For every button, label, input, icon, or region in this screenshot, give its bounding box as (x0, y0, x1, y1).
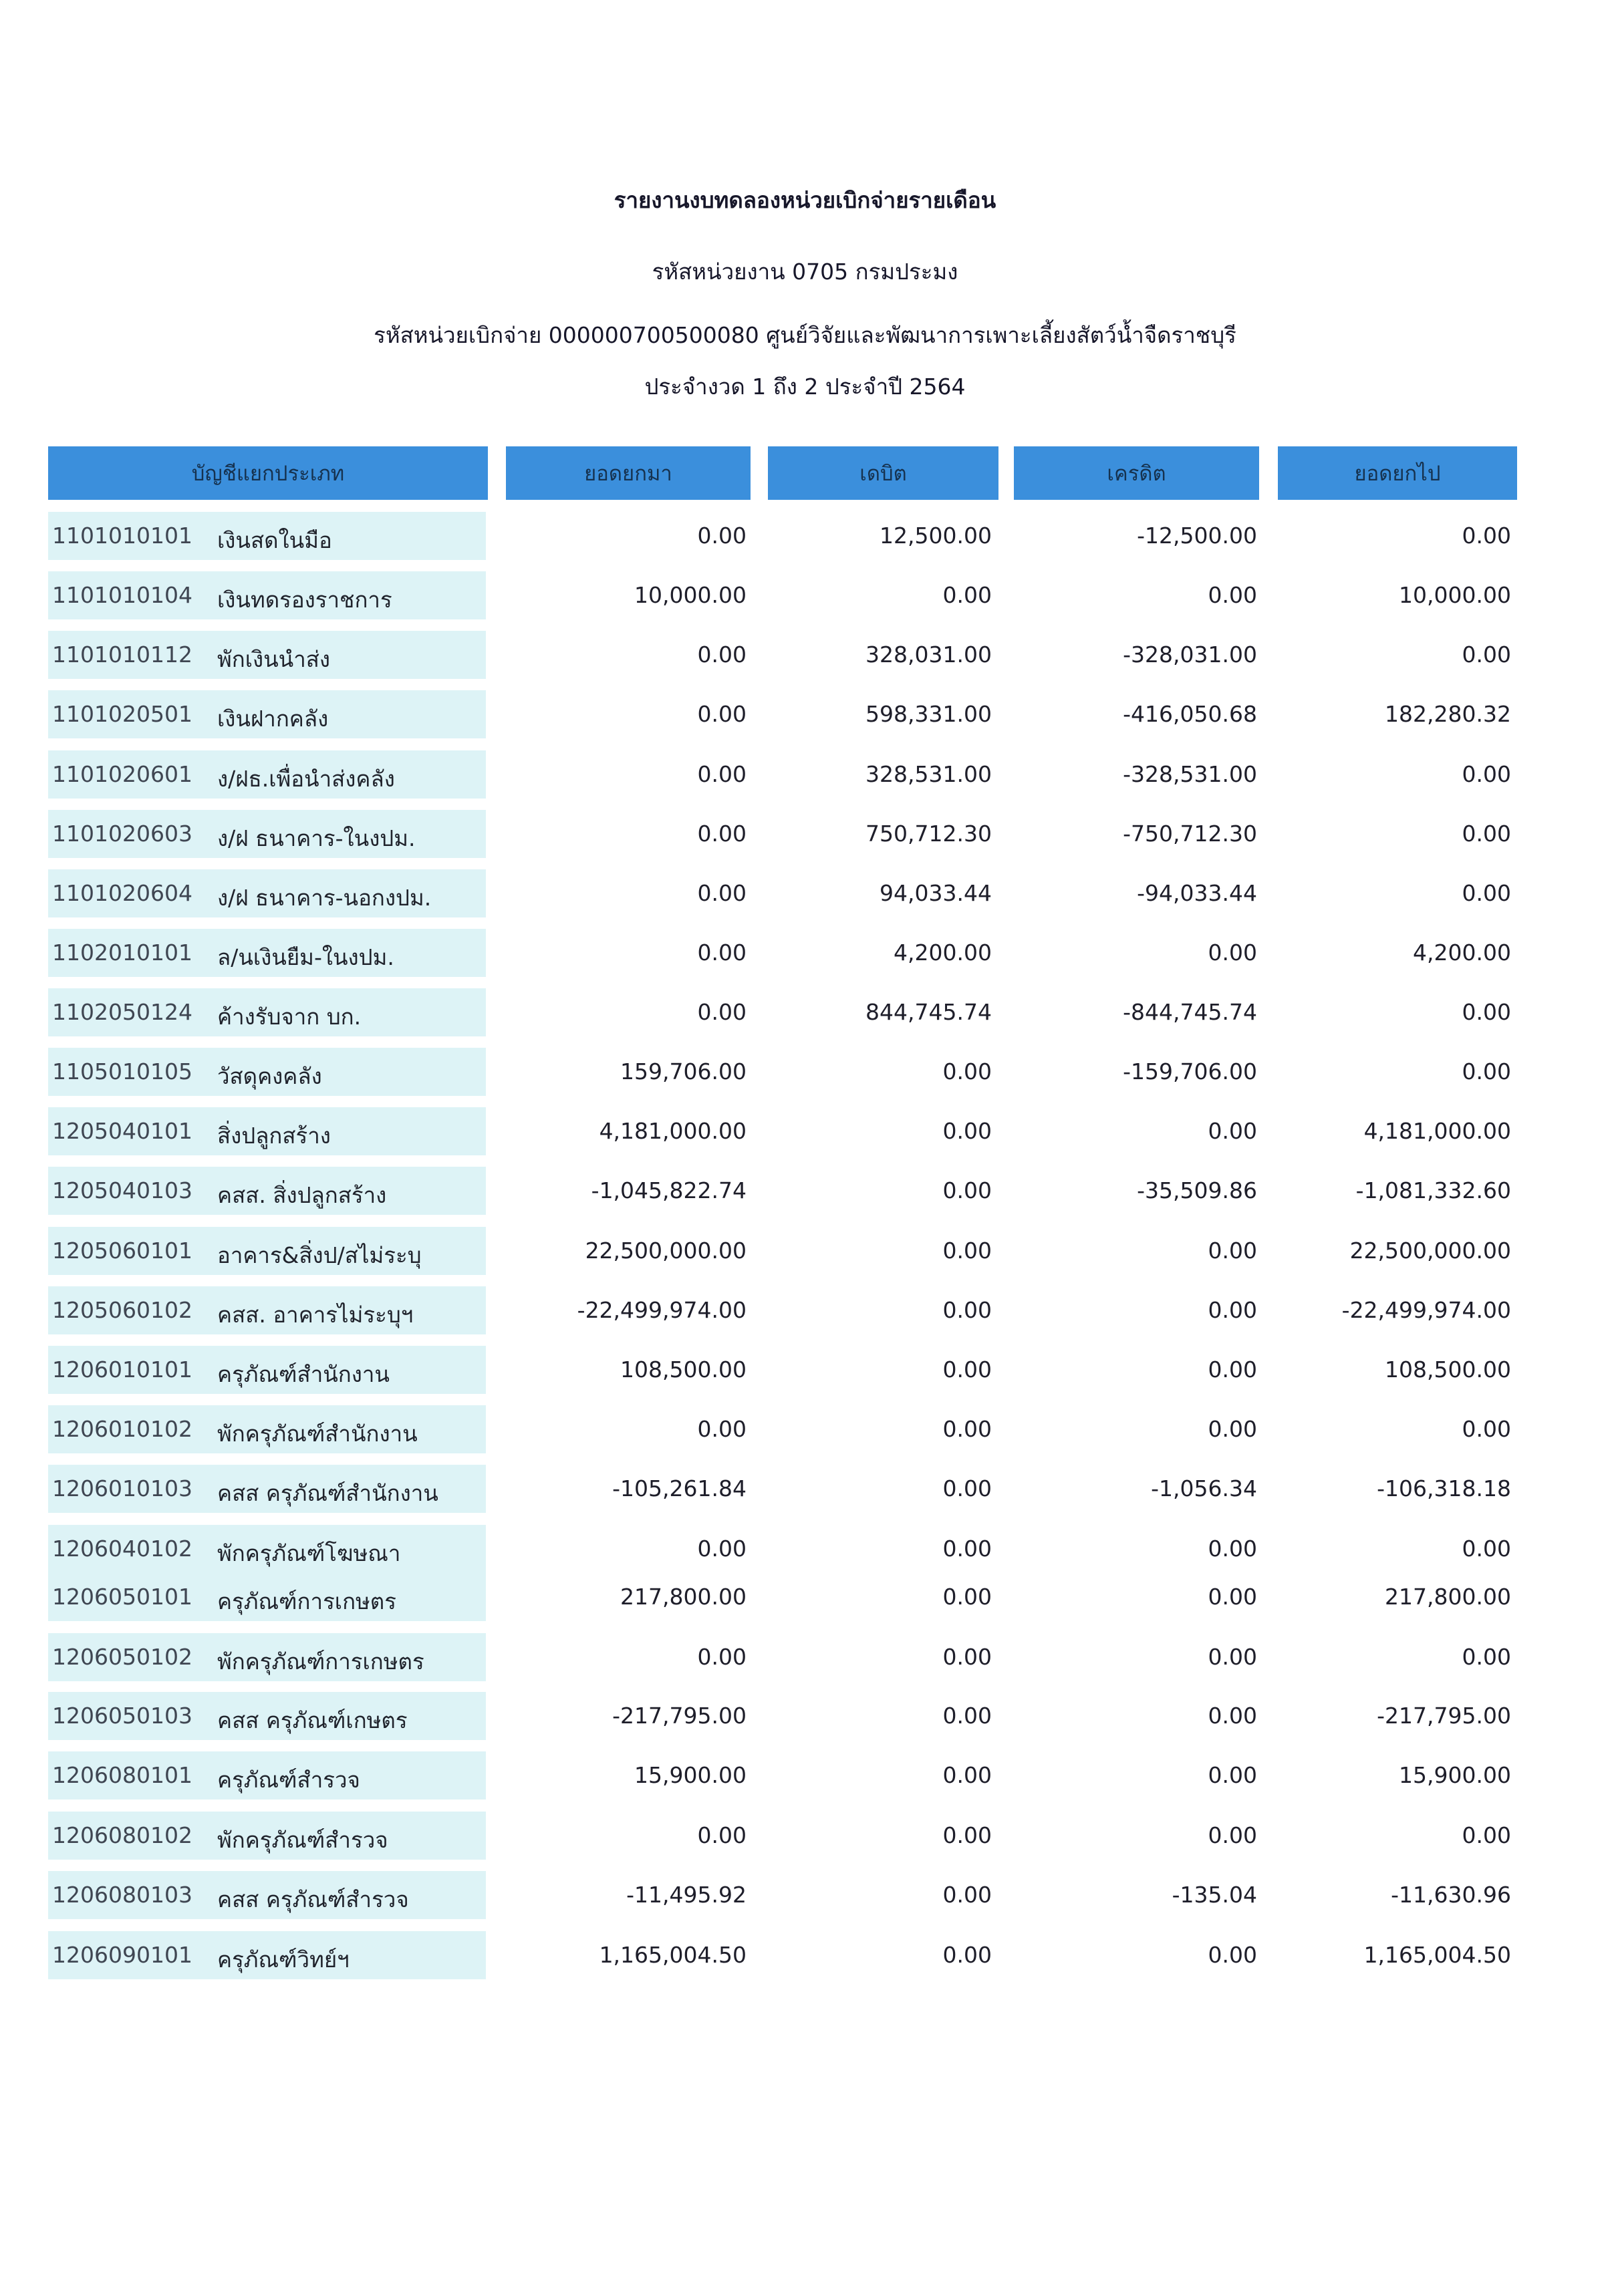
credit-amount: 0.00 (1208, 1536, 1257, 1562)
header-closing: ยอดยกไป (1278, 446, 1517, 500)
account-code: 1101020604 (52, 880, 192, 906)
account-code: 1101020501 (52, 701, 192, 727)
closing-balance: 0.00 (1462, 1536, 1511, 1562)
credit-amount: -94,033.44 (1137, 880, 1257, 906)
account-cell (48, 869, 486, 917)
closing-balance: 4,181,000.00 (1363, 1118, 1511, 1144)
credit-amount: 0.00 (1208, 1297, 1257, 1323)
credit-amount: -12,500.00 (1137, 523, 1257, 549)
debit-amount: 0.00 (942, 1297, 992, 1323)
credit-amount: 0.00 (1208, 940, 1257, 966)
account-name: ง/ฝธ.เพื่อนำส่งคลัง (217, 766, 395, 792)
account-cell (48, 1573, 486, 1621)
opening-balance: 159,706.00 (620, 1058, 747, 1085)
header-debit: เดบิต (768, 446, 998, 500)
account-name: เงินทดรองราชการ (217, 587, 392, 613)
credit-amount: -750,712.30 (1123, 821, 1257, 847)
credit-amount: 0.00 (1208, 1942, 1257, 1968)
account-name: พักครุภัณฑ์สำรวจ (217, 1827, 388, 1853)
credit-amount: -159,706.00 (1123, 1058, 1257, 1085)
closing-balance: 0.00 (1462, 641, 1511, 668)
debit-amount: 94,033.44 (880, 880, 992, 906)
account-cell (48, 512, 486, 560)
closing-balance: 15,900.00 (1399, 1762, 1511, 1788)
account-code: 1206050101 (52, 1584, 192, 1610)
account-cell (48, 690, 486, 738)
header-credit: เครดิต (1014, 446, 1259, 500)
debit-amount: 328,031.00 (865, 641, 992, 668)
credit-amount: 0.00 (1208, 1762, 1257, 1788)
account-code: 1206010101 (52, 1356, 192, 1383)
account-cell (48, 1931, 486, 1979)
debit-amount: 844,745.74 (865, 999, 992, 1025)
account-cell (48, 1812, 486, 1860)
closing-balance: -217,795.00 (1377, 1703, 1511, 1729)
account-cell (48, 1405, 486, 1453)
closing-balance: 182,280.32 (1385, 701, 1511, 727)
opening-balance: 4,181,000.00 (599, 1118, 747, 1144)
credit-amount: 0.00 (1208, 1238, 1257, 1264)
account-code: 1102050124 (52, 999, 192, 1025)
account-name: คสส ครุภัณฑ์สำนักงาน (217, 1480, 438, 1506)
table-row (0, 869, 1610, 917)
account-name: ครุภัณฑ์สำนักงาน (217, 1361, 390, 1387)
account-name: พักเงินนำส่ง (217, 646, 331, 672)
credit-amount: 0.00 (1208, 1118, 1257, 1144)
opening-balance: -22,499,974.00 (577, 1297, 747, 1323)
closing-balance: 0.00 (1462, 1416, 1511, 1442)
table-row (0, 1692, 1610, 1740)
account-cell (48, 1751, 486, 1800)
table-row (0, 1633, 1610, 1681)
account-name: คสส. อาคารไม่ระบุฯ (217, 1302, 414, 1328)
account-cell (48, 1107, 486, 1155)
account-code: 1205060102 (52, 1297, 192, 1323)
debit-amount: 0.00 (942, 1536, 992, 1562)
account-code: 1101020603 (52, 821, 192, 847)
table-row (0, 988, 1610, 1036)
account-name: คสส ครุภัณฑ์เกษตร (217, 1707, 408, 1733)
credit-amount: 0.00 (1208, 1356, 1257, 1383)
debit-amount: 0.00 (942, 1177, 992, 1203)
account-cell (48, 1346, 486, 1394)
credit-amount: -328,531.00 (1123, 761, 1257, 787)
account-name: ล/นเงินยืม-ในงปม. (217, 944, 394, 970)
table-row (0, 1751, 1610, 1800)
account-name: ครุภัณฑ์การเกษตร (217, 1588, 396, 1614)
table-row (0, 1931, 1610, 1979)
header-opening: ยอดยกมา (506, 446, 751, 500)
account-code: 1206080103 (52, 1882, 192, 1908)
account-code: 1206040102 (52, 1536, 192, 1562)
opening-balance: 0.00 (697, 940, 747, 966)
opening-balance: 108,500.00 (620, 1356, 747, 1383)
opening-balance: -1,045,822.74 (591, 1177, 747, 1203)
opening-balance: 10,000.00 (634, 582, 747, 608)
debit-amount: 0.00 (942, 1882, 992, 1908)
account-name: พักครุภัณฑ์โฆษณา (217, 1540, 401, 1566)
debit-amount: 0.00 (942, 1475, 992, 1501)
table-row (0, 810, 1610, 858)
account-name: ง/ฝ ธนาคาร-นอกงปม. (217, 885, 432, 911)
closing-balance: -11,630.96 (1391, 1882, 1511, 1908)
debit-amount: 0.00 (942, 1058, 992, 1085)
account-code: 1105010105 (52, 1058, 192, 1085)
debit-amount: 0.00 (942, 1118, 992, 1144)
agency-code: รหัสหน่วยงาน 0705 กรมประมง (652, 259, 958, 285)
opening-balance: 0.00 (697, 1644, 747, 1670)
opening-balance: 0.00 (697, 701, 747, 727)
account-name: เงินสดในมือ (217, 527, 332, 553)
opening-balance: 0.00 (697, 1416, 747, 1442)
account-cell (48, 750, 486, 799)
credit-amount: -1,056.34 (1151, 1475, 1257, 1501)
account-code: 1101010104 (52, 582, 192, 608)
debit-amount: 0.00 (942, 1238, 992, 1264)
table-row (0, 1573, 1610, 1621)
account-name: พักครุภัณฑ์สำนักงาน (217, 1421, 418, 1447)
report-period: ประจำงวด 1 ถึง 2 ประจำปี 2564 (644, 374, 966, 400)
account-code: 1101010112 (52, 641, 192, 668)
header-account: บัญชีแยกประเภท (48, 446, 488, 500)
account-cell (48, 1525, 486, 1573)
credit-amount: -35,509.86 (1137, 1177, 1257, 1203)
account-code: 1102010101 (52, 940, 192, 966)
account-name: พักครุภัณฑ์การเกษตร (217, 1648, 424, 1675)
opening-balance: 0.00 (697, 880, 747, 906)
credit-amount: -416,050.68 (1123, 701, 1257, 727)
account-code: 1206050103 (52, 1703, 192, 1729)
debit-amount: 0.00 (942, 1644, 992, 1670)
table-row (0, 1107, 1610, 1155)
debit-amount: 0.00 (942, 582, 992, 608)
opening-balance: -11,495.92 (626, 1882, 747, 1908)
table-row (0, 750, 1610, 799)
opening-balance: 0.00 (697, 999, 747, 1025)
opening-balance: 0.00 (697, 641, 747, 668)
account-name: ครุภัณฑ์วิทย์ฯ (217, 1947, 350, 1973)
opening-balance: 0.00 (697, 1822, 747, 1848)
closing-balance: -106,318.18 (1377, 1475, 1511, 1501)
account-cell (48, 810, 486, 858)
disbursing-unit: รหัสหน่วยเบิกจ่าย 000000700500080 ศูนย์วิจัยและพัฒนาการเพาะเลี้ยงสัตว์น้ำจืดราชบุรี (374, 322, 1236, 348)
account-cell (48, 1465, 486, 1513)
account-code: 1206080101 (52, 1762, 192, 1788)
opening-balance: 0.00 (697, 761, 747, 787)
opening-balance: 1,165,004.50 (599, 1942, 747, 1968)
table-row (0, 1465, 1610, 1513)
table-row (0, 631, 1610, 679)
closing-balance: 0.00 (1462, 1644, 1511, 1670)
account-code: 1101020601 (52, 761, 192, 787)
account-name: ง/ฝ ธนาคาร-ในงปม. (217, 825, 416, 851)
debit-amount: 0.00 (942, 1416, 992, 1442)
account-code: 1101010101 (52, 523, 192, 549)
closing-balance: 1,165,004.50 (1363, 1942, 1511, 1968)
opening-balance: 0.00 (697, 523, 747, 549)
table-row (0, 1405, 1610, 1453)
table-row (0, 1286, 1610, 1334)
closing-balance: 0.00 (1462, 523, 1511, 549)
opening-balance: 22,500,000.00 (585, 1238, 747, 1264)
debit-amount: 328,531.00 (865, 761, 992, 787)
credit-amount: -844,745.74 (1123, 999, 1257, 1025)
closing-balance: 0.00 (1462, 761, 1511, 787)
account-cell (48, 1286, 486, 1334)
opening-balance: -105,261.84 (612, 1475, 747, 1501)
account-name: วัสดุคงคลัง (217, 1063, 322, 1089)
account-cell (48, 988, 486, 1036)
table-row (0, 1227, 1610, 1275)
closing-balance: 0.00 (1462, 1822, 1511, 1848)
closing-balance: 0.00 (1462, 1058, 1511, 1085)
account-code: 1205040101 (52, 1118, 192, 1144)
opening-balance: 15,900.00 (634, 1762, 747, 1788)
debit-amount: 0.00 (942, 1762, 992, 1788)
table-row (0, 690, 1610, 738)
report-title: รายงานงบทดลองหน่วยเบิกจ่ายรายเดือน (614, 187, 996, 213)
closing-balance: 108,500.00 (1385, 1356, 1511, 1383)
account-code: 1206010103 (52, 1475, 192, 1501)
account-code: 1206050102 (52, 1644, 192, 1670)
debit-amount: 12,500.00 (880, 523, 992, 549)
credit-amount: 0.00 (1208, 1416, 1257, 1442)
account-cell (48, 1633, 486, 1681)
debit-amount: 4,200.00 (894, 940, 992, 966)
debit-amount: 598,331.00 (865, 701, 992, 727)
account-name: ค้างรับจาก บก. (217, 1004, 362, 1030)
table-row (0, 1525, 1610, 1573)
account-name: สิ่งปลูกสร้าง (217, 1123, 331, 1149)
credit-amount: 0.00 (1208, 1644, 1257, 1670)
closing-balance: 0.00 (1462, 999, 1511, 1025)
closing-balance: 4,200.00 (1413, 940, 1511, 966)
closing-balance: -1,081,332.60 (1355, 1177, 1511, 1203)
opening-balance: 0.00 (697, 821, 747, 847)
table-row (0, 1048, 1610, 1096)
opening-balance: 0.00 (697, 1536, 747, 1562)
closing-balance: 217,800.00 (1385, 1584, 1511, 1610)
table-row (0, 1346, 1610, 1394)
table-row (0, 1812, 1610, 1860)
credit-amount: 0.00 (1208, 1584, 1257, 1610)
debit-amount: 0.00 (942, 1942, 992, 1968)
table-row (0, 1167, 1610, 1215)
closing-balance: 0.00 (1462, 821, 1511, 847)
opening-balance: 217,800.00 (620, 1584, 747, 1610)
credit-amount: 0.00 (1208, 1822, 1257, 1848)
account-code: 1205040103 (52, 1177, 192, 1203)
account-code: 1205060101 (52, 1238, 192, 1264)
account-name: คสส ครุภัณฑ์สำรวจ (217, 1886, 409, 1912)
account-cell (48, 1871, 486, 1919)
opening-balance: -217,795.00 (612, 1703, 747, 1729)
credit-amount: -328,031.00 (1123, 641, 1257, 668)
table-row (0, 929, 1610, 977)
account-code: 1206080102 (52, 1822, 192, 1848)
closing-balance: 22,500,000.00 (1349, 1238, 1511, 1264)
account-code: 1206010102 (52, 1416, 192, 1442)
debit-amount: 750,712.30 (865, 821, 992, 847)
debit-amount: 0.00 (942, 1703, 992, 1729)
account-cell (48, 929, 486, 977)
account-cell (48, 1167, 486, 1215)
debit-amount: 0.00 (942, 1584, 992, 1610)
table-row (0, 512, 1610, 560)
closing-balance: 0.00 (1462, 880, 1511, 906)
account-cell (48, 631, 486, 679)
account-name: คสส. สิ่งปลูกสร้าง (217, 1182, 387, 1208)
account-name: เงินฝากคลัง (217, 706, 329, 732)
account-code: 1206090101 (52, 1942, 192, 1968)
table-row (0, 571, 1610, 619)
credit-amount: -135.04 (1172, 1882, 1257, 1908)
account-name: ครุภัณฑ์สำรวจ (217, 1767, 360, 1793)
closing-balance: 10,000.00 (1399, 582, 1511, 608)
account-cell (48, 1692, 486, 1740)
closing-balance: -22,499,974.00 (1341, 1297, 1511, 1323)
account-cell (48, 1048, 486, 1096)
debit-amount: 0.00 (942, 1822, 992, 1848)
account-name: อาคาร&สิ่งป/สไม่ระบุ (217, 1242, 422, 1268)
debit-amount: 0.00 (942, 1356, 992, 1383)
credit-amount: 0.00 (1208, 1703, 1257, 1729)
account-cell (48, 1227, 486, 1275)
table-row (0, 1871, 1610, 1919)
credit-amount: 0.00 (1208, 582, 1257, 608)
account-cell (48, 571, 486, 619)
